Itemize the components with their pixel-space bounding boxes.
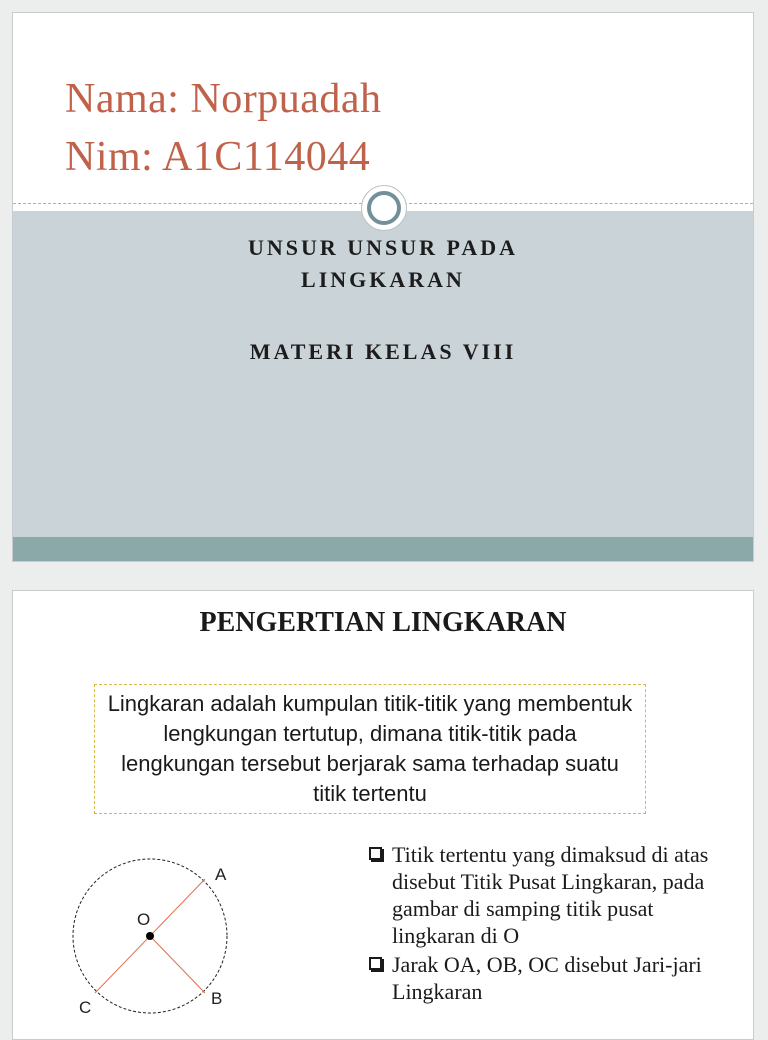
label-a: A (215, 865, 227, 884)
radius-oc (95, 936, 150, 993)
list-item (367, 951, 737, 1005)
footer-band (13, 537, 753, 562)
bullet-text: Titik tertentu yang dimaksud di atas disebut Titik Pusat Lingkaran, pada gambar di samping titik pusat lingkaran di O (392, 842, 709, 948)
list-item (367, 841, 737, 949)
slide-heading: PENGERTIAN LINGKARAN (199, 607, 567, 638)
definition-box: Lingkaran adalah kumpulan titik-titik yang membentuk lengkungan tertutup, dimana titik-titik pada lengkungan tersebut berjarak sama terhadap suatu titik tertentu (94, 684, 646, 814)
definition-slide (12, 590, 754, 1040)
label-o: O (137, 910, 151, 929)
ring-ornament-icon (361, 185, 407, 231)
center-point (146, 932, 154, 940)
label-b: B (211, 989, 223, 1008)
circle-diagram (43, 831, 283, 1031)
radius-ob (150, 936, 205, 993)
subtitle-line-3: MATERI KELAS VIII (249, 339, 517, 364)
checkbox-bullet-icon (369, 957, 382, 970)
student-nim: Nim: A1C114044 (65, 134, 371, 180)
title-slide (12, 12, 754, 562)
student-name: Nama: Norpuadah (65, 76, 382, 122)
checkbox-bullet-icon (369, 847, 382, 860)
bullet-list (367, 841, 737, 1007)
subtitle-line-1: UNSUR UNSUR PADA (247, 235, 519, 260)
radius-oa (150, 879, 205, 936)
subtitle-line-2: LINGKARAN (301, 267, 465, 292)
label-c: C (79, 998, 92, 1017)
bullet-text: Jarak OA, OB, OC disebut Jari-jari Lingkaran (392, 952, 702, 1004)
